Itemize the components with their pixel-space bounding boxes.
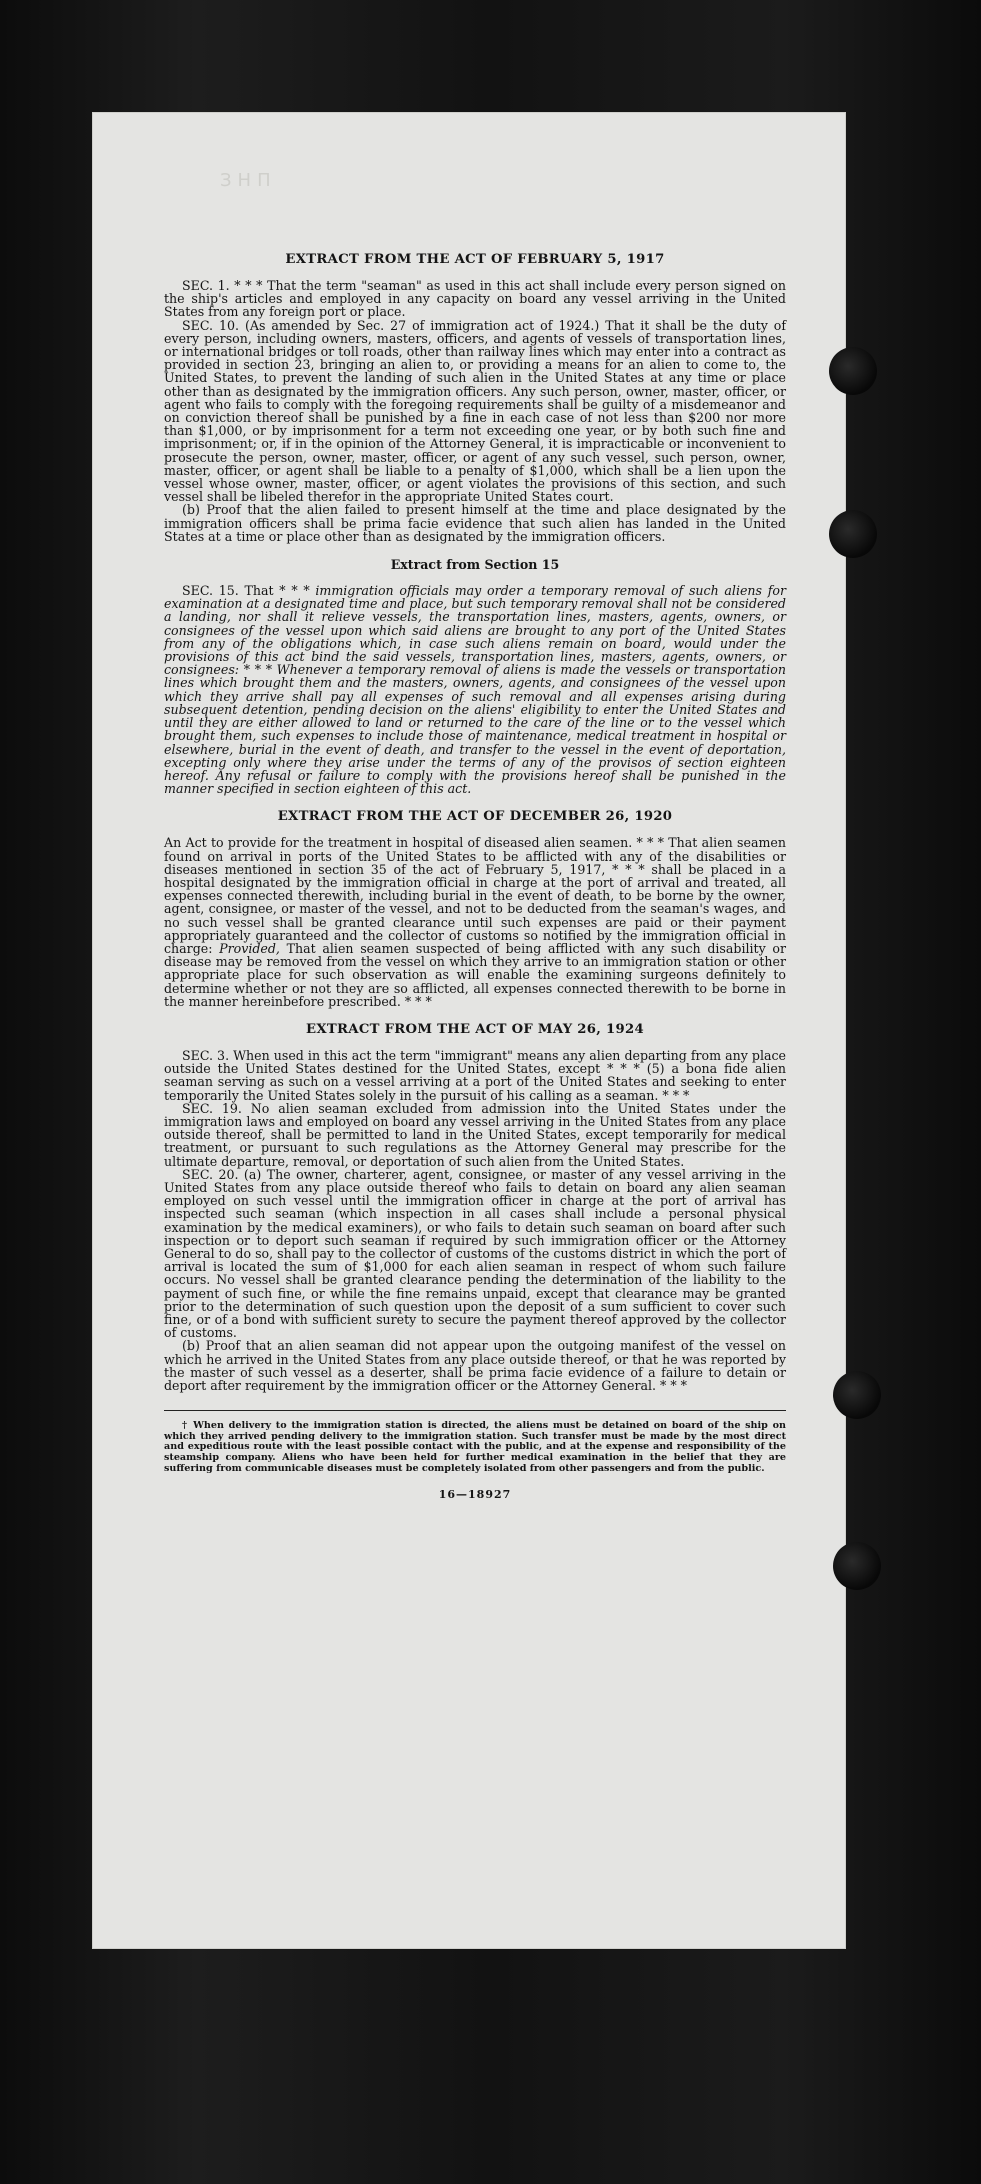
paragraph-sec-19: SEC. 19. No alien seaman excluded from admission into the United States under the immigration laws and employed on board any vessel arriving in the United States from any place outside thereof, shall be permitted to land in the United States, except temporarily for medical treatment, or pursuant to such regulations as the Attorney General may prescribe for the ultimate departure, removal, or deportation of such alien from the United States. <box>164 1100 786 1169</box>
punch-hole-2 <box>829 510 877 558</box>
paragraph-sec-20: SEC. 20. (a) The owner, charterer, agent, consignee, or master of any vessel arriving in the United States from any place outside thereof who fails to detain on board any alien seaman employed on such vessel until the immigration officer in charge at the port of arrival has inspected such seaman (which inspection in all cases shall include a personal physical examination by the medical examiners), or who fails to detain such seaman on board after such inspection or to deport such seaman if required by such immigration officer or the Attorney General to do so, shall pay to the collector of customs of the customs district in which the port of arrival is located the sum of $1,000 for each alien seaman in respect of whom such failure occurs. No vessel shall be granted clearance pending the determination of the liability to the payment of such fine, or while the fine remains unpaid, except that clearance may be granted prior to the determination of such question upon the deposit of a sum sufficient to cover such fine, or of a bond with sufficient surety to secure the payment thereof approved by the collector of customs. <box>164 1166 786 1341</box>
paragraph-sec-10: SEC. 10. (As amended by Sec. 27 of immigration act of 1924.) That it shall be the duty of every person, including owners, masters, officers, and agents of vessels of transportation lines, or international bridges or toll roads, other than railway lines which may enter into a contract as provided in section 23, bringing an alien to, or providing a means for an alien to come to, the United States, to prevent the landing of such alien in the United States at any time or place other than as designated by the immigration officers. Any such person, owner, master, officer, or agent who fails to comply with the foregoing requirements shall be guilty of a misdemeanor and on conviction thereof shall be punished by a fine in each case of not less than $200 nor more than $1,000, or by imprisonment for a term not exceeding one year, or by both such fine and imprisonment; or, if in the opinion of the Attorney General, it is impracticable or inconvenient to prosecute the person, owner, master, officer, or agent of any such vessel, such person, owner, master, officer, or agent shall be liable to a penalty of $1,000, which shall be a lien upon the vessel whose owner, master, officer, or agent violates the provisions of this section, and such vessel shall be libeled therefor in the appropriate United States court. <box>164 317 786 505</box>
print-code: 16—18927 <box>438 1488 512 1502</box>
paragraph-sec-3: SEC. 3. When used in this act the term "immigrant" means any alien departing from any place outside the United States destined for the United States, except * * * (5) a bona fide alien seaman serving as such on a vessel arriving at a port of the United States and seeking to enter temporarily the United States solely in the pursuit of his calling as a seaman. * * * <box>164 1047 786 1103</box>
sec-15-lead: SEC. 15. That * * * <box>182 583 316 599</box>
paragraph-sec-10-b: (b) Proof that the alien failed to present himself at the time and place designated by the immigration officers shall be prima facie evidence that such alien has landed in the United States at a time or place other than as designated by the immigration officers. <box>164 502 786 544</box>
document-body <box>164 252 786 1501</box>
heading-act-dec-1920: EXTRACT FROM THE ACT OF DECEMBER 26, 1920 <box>277 809 673 825</box>
paragraph-sec-20-b: (b) Proof that an alien seaman did not appear upon the outgoing manifest of the vessel on which he arrived in the United States from any place outside thereof, or that he was reported by the master of such vessel as a deserter, shall be prima facie evidence of a failure to detain or deport after requirement by the immigration officer or the Attorney General. * * * <box>164 1338 786 1394</box>
punch-hole-3 <box>833 1371 881 1419</box>
heading-act-may-1924: EXTRACT FROM THE ACT OF MAY 26, 1924 <box>306 1021 644 1037</box>
paragraph-act-1920 <box>164 836 786 1008</box>
heading-act-feb-1917: EXTRACT FROM THE ACT OF FEBRUARY 5, 1917 <box>285 252 665 267</box>
document-page <box>92 112 846 1949</box>
act-1920-text: An Act to provide for the treatment in hospital of diseased alien seamen. * * * That alien seamen found on arrival in ports of the United States to be afflicted with any of the disabilities or diseases mentioned in section 35 of the act of February 5, 1917, * * * shall be placed in a hospital designated by the immigration official in charge at the port of arrival and treated, all expenses connected therewith, including burial in the event of death, to be borne by the owner, agent, consignee, or master of the vessel, and not to be deducted from the seaman's wages, and no such vessel shall be granted clearance until such expenses are paid or their payment appropriately guaranteed and the collector of customs so notified by the immigration official in charge: <box>164 835 786 956</box>
footnote: † When delivery to the immigration station is directed, the aliens must be detained on board of the ship on which they arrived pending delivery to the immigration station. Such transfer must be made by the most direct and expeditious route with the least possible contact with the public, and at the expense and responsibility of the steamship company. Aliens who have been held for further medical examination in the belief that they are suffering from communicable diseases must be completely isolated from other passengers and from the public. <box>164 1420 786 1474</box>
paragraph-sec-15 <box>164 584 786 795</box>
punch-hole-4 <box>833 1542 881 1590</box>
heading-section-15: Extract from Section 15 <box>390 557 560 573</box>
sec-15-italic-text: immigration officials may order a temporary removal of such aliens for examination at a designated time and place, but such temporary removal shall not be considered a landing, nor shall it relieve vessels, the transportation lines, masters, agents, owners, or consignees of the vessel upon which said aliens are brought to any port of the United States from any of the obligations which, in case such aliens remain on board, would under the provisions of this act bind the said vessels, transportation lines, masters, agents, owners, or consignees: * * * Whenever a temporary removal of aliens is made the vessels or transportation lines which brought them and the masters, owners, agents, and consignees of the vessel upon which they arrive shall pay all expenses of such removal and all expenses arising during subsequent detention, pending decision on the aliens' eligibility to enter the United States and until they are either allowed to land or returned to the care of the line or to the vessel which brought them, such expenses to include those of maintenance, medical treatment in hospital or elsewhere, burial in the event of death, and transfer to the vessel in the event of deportation, excepting only where they arise under the terms of any of the provisos of section eighteen hereof. Any refusal or failure to comply with the provisions hereof shall be punished in the manner specified in section eighteen of this act. <box>164 583 786 797</box>
act-1920-provided: Provided, <box>219 940 280 956</box>
act-1920-tail: That alien seamen suspected of being afflicted with any such disability or disease may be removed from the vessel on which they arrive to an immigration station or other appropriate place for such observation as will enable the examining surgeons definitely to determine whether or not they are so afflicted, all expenses connected therewith to be borne in the manner hereinbefore prescribed. * * * <box>164 940 786 1009</box>
punch-hole-1 <box>829 347 877 395</box>
faded-stamp-mark: ЗНП <box>220 170 277 191</box>
paragraph-sec-1: SEC. 1. * * * That the term "seaman" as used in this act shall include every person signed on the ship's articles and employed in any capacity on board any vessel arriving in the United States from any foreign port or place. <box>164 278 786 320</box>
footnote-divider <box>164 1410 786 1411</box>
